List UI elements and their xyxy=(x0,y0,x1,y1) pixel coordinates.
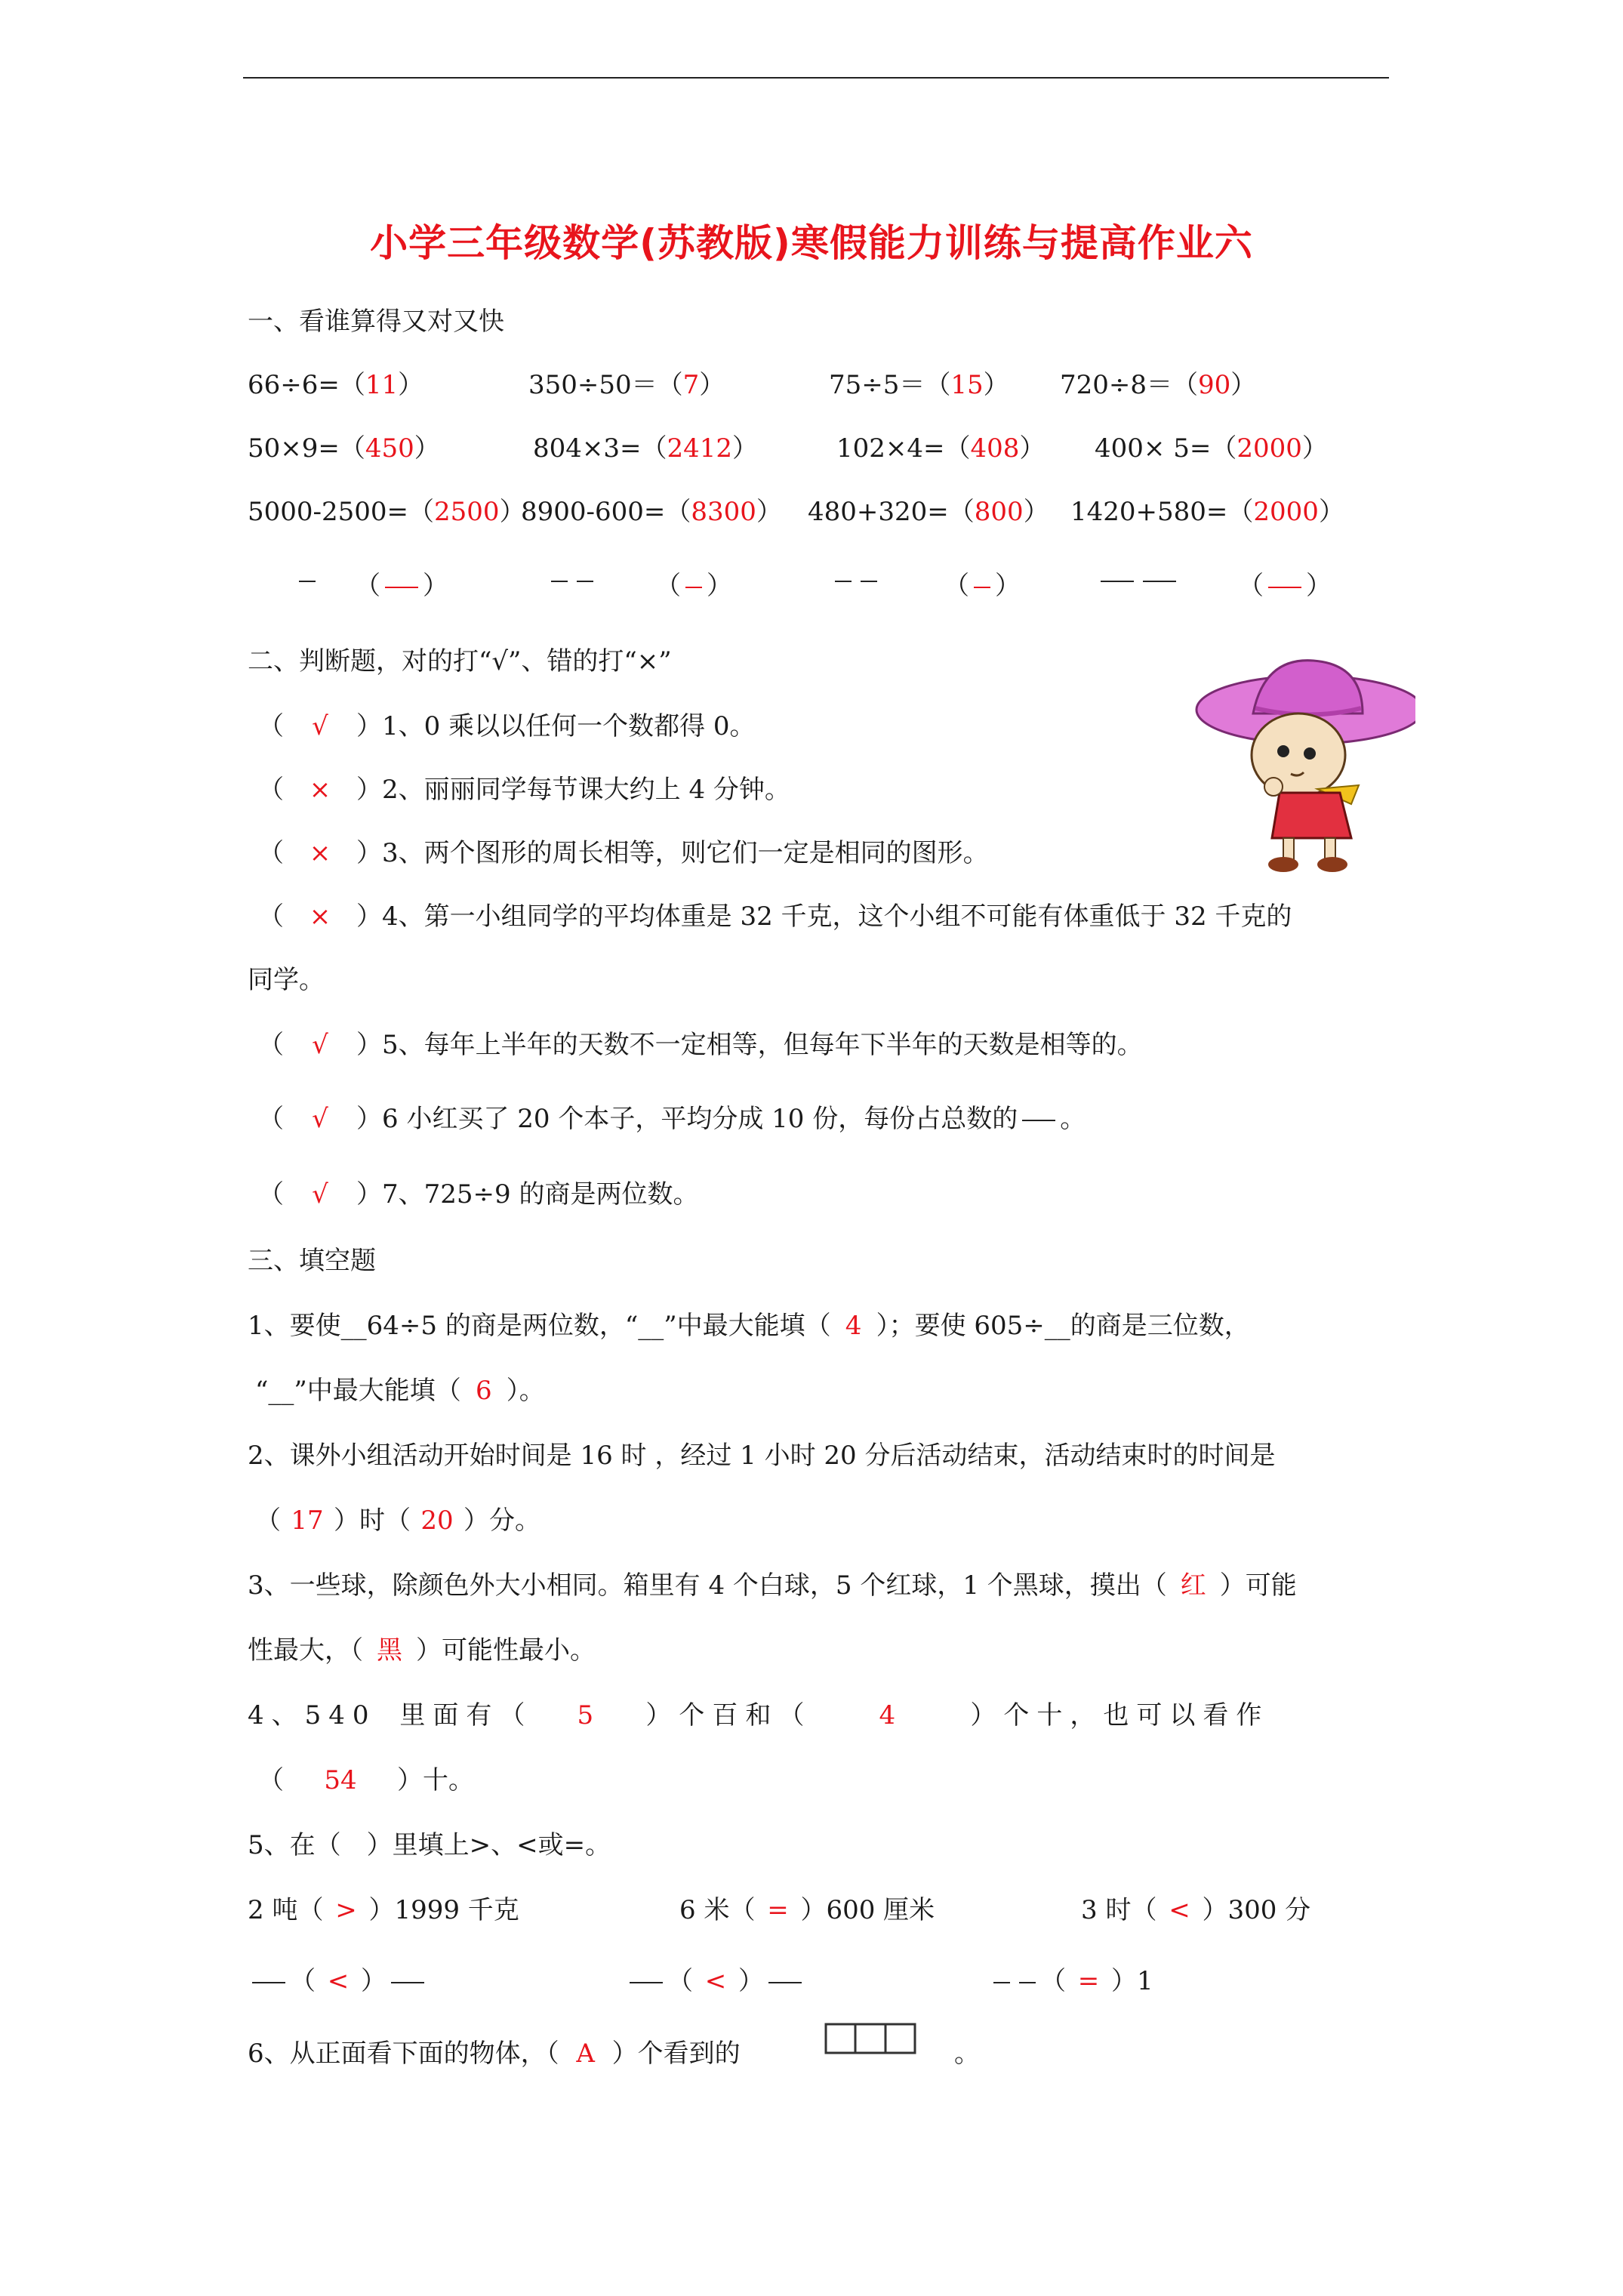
judge-item: （ √ ）5、每年上半年的天数不一定相等，但每年下半年的天数是相等的。 xyxy=(258,1030,1143,1060)
calc-item: 480+320=（800） xyxy=(808,497,1049,527)
fraction-item xyxy=(830,565,882,595)
header-rule xyxy=(243,77,1389,79)
judge-item: （ √ ）6 小红买了 20 个本子，平均分成 10 份，每份占总数的 。 xyxy=(258,1104,1086,1134)
judge-item: （ × ）4、第一小组同学的平均体重是 32 千克，这个小组不可能有体重低于 32 千克的 xyxy=(258,901,1292,932)
calc-item: 804×3=（2412） xyxy=(533,433,759,464)
fill-q2: 2、课外小组活动开始时间是 16 时 ，经过 1 小时 20 分后活动结束，活动结束时的时间是 xyxy=(248,1441,1276,1471)
fraction-answer: （ ） xyxy=(1238,571,1332,601)
fill-q1: 1、要使__64÷5 的商是两位数，“__”中最大能填（ 4 ）；要使 605÷__的商是三位数， xyxy=(248,1311,1250,1341)
section2-heading: 二、判断题，对的打“√”、错的打“×” xyxy=(248,646,672,676)
fill-q4-cont: （ 54 ）十。 xyxy=(258,1765,474,1795)
judge-item: （ √ ）7、725÷9 的商是两位数。 xyxy=(258,1179,699,1210)
judge-item: （ √ ）1、0 乘以以任何一个数都得 0。 xyxy=(258,711,756,741)
calc-item: 75÷5＝（15） xyxy=(829,370,1009,400)
calc-item: 400× 5=（2000） xyxy=(1095,433,1328,464)
judge-item: （ × ）2、丽丽同学每节课大约上 4 分钟。 xyxy=(258,775,790,805)
calc-item: 66÷6=（11） xyxy=(248,370,424,400)
fill-q6: 6、从正面看下面的物体，（ A ）个看到的 xyxy=(248,2039,741,2069)
calc-item: 5000-2500=（2500） xyxy=(248,497,525,527)
fill-q5: 5、在（ ）里填上>、<或=。 xyxy=(248,1830,611,1860)
compare-item: 6 米（ = ）600 厘米 xyxy=(679,1895,935,1925)
calc-item: 50×9=（450） xyxy=(248,433,440,464)
fraction-answer: （ ） xyxy=(355,571,448,601)
fraction-item xyxy=(294,565,320,595)
page-title: 小学三年级数学(苏教版)寒假能力训练与提高作业六 xyxy=(370,221,1253,265)
judge-item: （ × ）3、两个图形的周长相等，则它们一定是相同的图形。 xyxy=(258,838,989,868)
cartoon-girl-illustration xyxy=(1189,649,1415,876)
calc-item: 1420+580=（2000） xyxy=(1070,497,1344,527)
three-squares-figure xyxy=(824,2023,916,2054)
fill-q2-cont: （ 17 ）时（ 20 ）分。 xyxy=(255,1505,540,1536)
fill-q3-cont: 性最大，（ 黑 ）可能性最小。 xyxy=(248,1635,596,1666)
compare-fraction-item: （ < ） xyxy=(625,1960,806,1997)
fraction-answer: （ ） xyxy=(655,571,732,601)
judge-item-continuation: 同学。 xyxy=(248,965,325,995)
compare-fraction-item: （ = ）1 xyxy=(989,1960,1153,1997)
section3-heading: 三、填空题 xyxy=(248,1246,376,1276)
fraction-answer: （ ） xyxy=(944,571,1021,601)
compare-item: 3 时（ < ）300 分 xyxy=(1081,1895,1311,1925)
compare-item: 2 吨（ > ）1999 千克 xyxy=(248,1895,519,1925)
calc-item: 8900-600=（8300） xyxy=(521,497,782,527)
calc-item: 350÷50＝（7） xyxy=(528,370,725,400)
section1-heading: 一、看谁算得又对又快 xyxy=(248,307,504,337)
fill-q1-cont: “__”中最大能填（ 6 ）。 xyxy=(255,1376,545,1406)
compare-fraction-item: （ < ） xyxy=(248,1960,429,1997)
fraction-item xyxy=(1096,565,1181,595)
calc-item: 720÷8＝（90） xyxy=(1060,370,1257,400)
fill-q3: 3、一些球，除颜色外大小相同。箱里有 4 个白球，5 个红球，1 个黑球，摸出（ 红 ）可能 xyxy=(248,1570,1297,1601)
fill-q4: 4、540 里面有（ 5 ）个百和（ 4 ）个十，也可以看作 xyxy=(248,1700,1270,1730)
fill-q6-end: 。 xyxy=(954,2039,980,2069)
fraction-item xyxy=(547,565,598,595)
calc-item: 102×4=（408） xyxy=(836,433,1046,464)
